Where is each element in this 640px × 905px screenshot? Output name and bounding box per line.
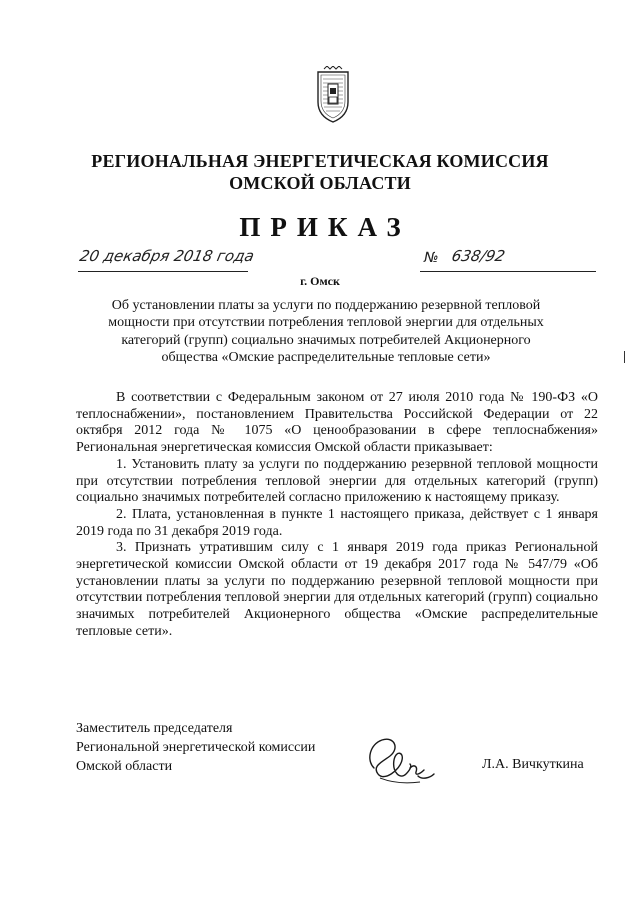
preamble-paragraph: В соответствии с Федеральным законом от 27 июля 2010 года № 190-ФЗ «О теплоснабжении», постановлением Правительства Российской Федерации от 22 октября 2012 года № 1075 «О ценообразовании в сфере теплоснабжения» Региональная энергетическая комиссия Омской области приказывает:: [76, 390, 598, 456]
city-label: г. Омск: [300, 274, 340, 288]
organization-name-line-1: РЕГИОНАЛЬНАЯ ЭНЕРГЕТИЧЕСКАЯ КОМИССИЯ: [91, 151, 549, 171]
order-item-1: 1. Установить плату за услуги по поддержанию резервной тепловой мощности при отсутствии потребления тепловой энергии для отдельных категорий (групп) социально значимых потребителей согласно приложению к настоящему приказу.: [76, 456, 598, 506]
order-item-2: 2. Плата, установленная в пункте 1 настоящего приказа, действует с 1 января 2019 года по 31 декабря 2019 года.: [76, 506, 598, 539]
order-body: [76, 390, 598, 641]
order-subject: Об установлении платы за услуги по поддержанию резервной тепловой мощности при отсутствии потребления тепловой энергии для отдельных категорий (групп) социально значимых потребителей Акционерного общества «Омские распределительные тепловые сети»: [108, 298, 544, 366]
signer-position-line-1: Заместитель председателя: [76, 721, 233, 736]
signer-name: Л.А. Вичкуткина: [482, 757, 584, 772]
handwritten-number: 638/92: [450, 247, 507, 265]
number-underline: [420, 251, 596, 272]
margin-mark: [624, 351, 625, 363]
signer-position-line-2: Региональной энергетической комиссии: [76, 740, 316, 755]
order-item-3: 3. Признать утратившим силу с 1 января 2019 года приказ Региональной энергетической комиссии Омской области от 19 декабря 2017 года № 547/79 «Об установлении платы за услуги по поддержанию резервной тепловой мощности при отсутствии потребления тепловой энергии для отдельных категорий (групп) социально значимых потребителей Акционерного общества «Омские распределительные тепловые сети».: [76, 540, 598, 639]
coat-of-arms-icon: [314, 66, 352, 124]
number-prefix: №: [424, 250, 439, 266]
signer-position: [76, 719, 315, 776]
signer-position-line-3: Омской области: [76, 759, 173, 774]
document-type-title: ПРИКАЗ: [239, 212, 411, 242]
organization-name-line-2: ОМСКОЙ ОБЛАСТИ: [229, 173, 411, 193]
handwritten-date: 20 декабря 2018 года: [78, 247, 256, 265]
handwritten-signature: [360, 730, 440, 790]
